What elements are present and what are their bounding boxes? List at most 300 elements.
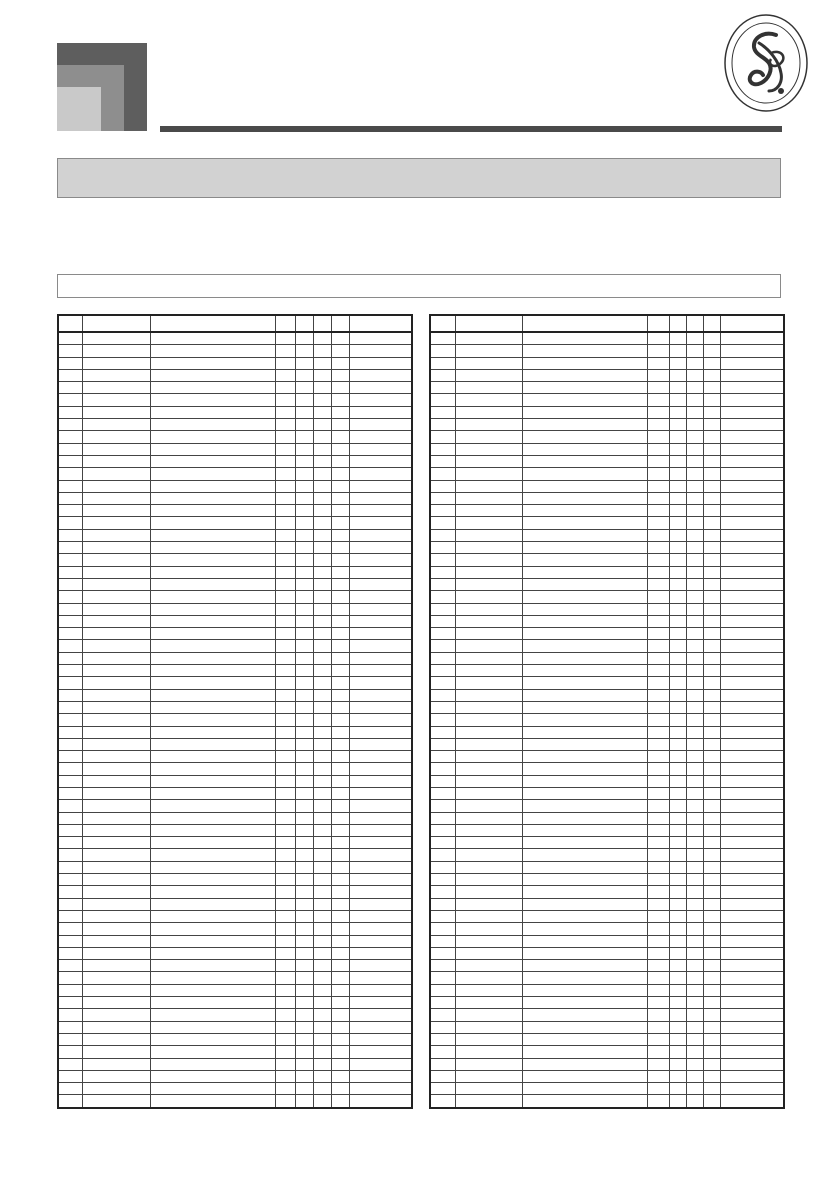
table-cell [295,419,313,431]
table-cell [686,677,703,689]
table-cell [295,701,313,713]
subsection-heading-box [57,274,781,298]
table-cell [430,1070,455,1082]
table-cell [349,701,412,713]
table-cell [82,800,150,812]
table-cell [313,874,331,886]
table-cell [349,1083,412,1095]
table-cell [275,603,295,615]
table-cell [295,972,313,984]
table-cell [82,652,150,664]
table-cell [150,787,275,799]
table-cell [686,874,703,886]
table-cell [686,603,703,615]
table-cell [669,542,686,554]
table-cell [430,923,455,935]
table-cell [82,578,150,590]
table-cell [313,603,331,615]
table-cell [349,1095,412,1108]
table-cell [647,984,669,996]
table-cell [82,332,150,345]
table-cell [703,480,720,492]
table-cell [295,874,313,886]
table-row [58,910,412,922]
table-cell [58,726,82,738]
table-cell [647,591,669,603]
table-cell [703,382,720,394]
table-row [58,972,412,984]
table-cell [647,800,669,812]
table-cell [455,1021,522,1033]
table-cell [349,345,412,357]
table-cell [455,1033,522,1045]
table-cell [522,763,647,775]
table-row [58,1070,412,1082]
column-header [522,315,647,332]
table-cell [58,443,82,455]
table-cell [703,1033,720,1045]
table-cell [150,1095,275,1108]
table-cell [295,357,313,369]
table-cell [349,849,412,861]
table-cell [430,1095,455,1108]
table-cell [349,542,412,554]
table-cell [720,542,784,554]
table-cell [313,1095,331,1108]
table-cell [295,910,313,922]
table-row [430,910,784,922]
table-cell [82,824,150,836]
table-cell [313,652,331,664]
table-row [430,861,784,873]
table-cell [275,714,295,726]
table-cell [275,566,295,578]
table-cell [313,1070,331,1082]
table-cell [295,542,313,554]
table-cell [430,1046,455,1058]
table-cell [703,1058,720,1070]
table-cell [522,615,647,627]
table-cell [331,542,349,554]
table-cell [331,578,349,590]
table-row [430,394,784,406]
table-cell [686,357,703,369]
table-cell [647,886,669,898]
table-cell [275,345,295,357]
table-cell [58,345,82,357]
table-cell [150,369,275,381]
table-cell [669,529,686,541]
table-cell [686,910,703,922]
table-cell [703,345,720,357]
table-cell [430,726,455,738]
table-cell [455,357,522,369]
table-cell [430,677,455,689]
table-cell [150,1033,275,1045]
table-cell [455,714,522,726]
table-cell [58,701,82,713]
table-cell [522,874,647,886]
table-cell [686,591,703,603]
table-row [58,935,412,947]
table-cell [295,837,313,849]
table-cell [720,726,784,738]
table-cell [82,443,150,455]
table-cell [720,960,784,972]
table-row [58,640,412,652]
table-cell [430,812,455,824]
table-row [430,1095,784,1108]
table-cell [331,517,349,529]
table-cell [669,763,686,775]
table-cell [331,382,349,394]
table-cell [295,529,313,541]
table-cell [455,566,522,578]
table-cell [720,898,784,910]
table-cell [430,775,455,787]
table-cell [647,357,669,369]
table-cell [669,419,686,431]
table-cell [275,492,295,504]
table-cell [703,775,720,787]
table-cell [455,431,522,443]
table-cell [82,763,150,775]
table-cell [82,1083,150,1095]
table-cell [686,332,703,345]
table-cell [703,972,720,984]
table-cell [150,517,275,529]
table-cell [313,1083,331,1095]
table-cell [720,615,784,627]
table-cell [331,1095,349,1108]
table-cell [275,529,295,541]
table-cell [720,923,784,935]
table-cell [349,382,412,394]
table-cell [669,665,686,677]
table-cell [58,874,82,886]
table-cell [331,603,349,615]
table-cell [275,517,295,529]
table-cell [430,419,455,431]
table-cell [686,849,703,861]
table-cell [455,369,522,381]
table-cell [58,628,82,640]
table-cell [430,787,455,799]
table-cell [647,824,669,836]
table-cell [82,406,150,418]
table-cell [522,345,647,357]
table-cell [455,615,522,627]
table-cell [647,787,669,799]
table-row [58,345,412,357]
table-cell [349,492,412,504]
table-cell [703,910,720,922]
table-cell [295,923,313,935]
table-cell [522,947,647,959]
table-row [430,1009,784,1021]
table-cell [82,1009,150,1021]
table-cell [703,554,720,566]
table-cell [455,984,522,996]
table-cell [522,591,647,603]
table-cell [331,837,349,849]
table-cell [703,578,720,590]
table-cell [720,652,784,664]
table-cell [82,714,150,726]
table-cell [275,837,295,849]
table-cell [522,898,647,910]
table-cell [82,1046,150,1058]
table-row [58,603,412,615]
table-cell [522,787,647,799]
table-cell [669,566,686,578]
column-header [275,315,295,332]
table-cell [150,935,275,947]
table-cell [150,431,275,443]
table-cell [686,972,703,984]
table-cell [430,849,455,861]
table-cell [522,972,647,984]
table-cell [669,640,686,652]
table-cell [720,628,784,640]
table-cell [686,800,703,812]
table-cell [275,1033,295,1045]
table-cell [295,960,313,972]
table-cell [331,345,349,357]
table-cell [150,578,275,590]
table-cell [349,554,412,566]
table-cell [686,394,703,406]
table-cell [82,529,150,541]
table-cell [313,898,331,910]
table-cell [703,603,720,615]
table-cell [275,923,295,935]
table-cell [669,578,686,590]
table-cell [686,529,703,541]
table-cell [686,1021,703,1033]
table-cell [82,394,150,406]
table-cell [349,419,412,431]
table-cell [720,714,784,726]
table-cell [720,566,784,578]
table-cell [58,517,82,529]
table-cell [349,505,412,517]
table-cell [455,468,522,480]
table-cell [313,517,331,529]
table-cell [58,529,82,541]
table-cell [669,517,686,529]
table-row [430,652,784,664]
table-cell [58,1033,82,1045]
table-cell [703,431,720,443]
table-cell [686,419,703,431]
table-cell [331,984,349,996]
table-cell [669,1009,686,1021]
table-cell [331,443,349,455]
table-cell [669,812,686,824]
table-cell [720,332,784,345]
table-cell [455,443,522,455]
table-cell [686,714,703,726]
table-cell [331,505,349,517]
table-cell [331,775,349,787]
table-cell [82,1070,150,1082]
table-cell [82,874,150,886]
table-cell [58,861,82,873]
table-cell [686,960,703,972]
table-cell [686,1009,703,1021]
table-cell [58,1046,82,1058]
table-cell [455,652,522,664]
table-cell [349,1009,412,1021]
table-cell [82,689,150,701]
table-cell [349,689,412,701]
table-cell [720,517,784,529]
table-cell [522,701,647,713]
table-cell [58,652,82,664]
table-row [58,394,412,406]
table-row [58,947,412,959]
table-row [58,763,412,775]
table-cell [82,960,150,972]
table-cell [150,591,275,603]
table-cell [686,923,703,935]
table-cell [275,1046,295,1058]
table-cell [331,800,349,812]
table-cell [150,566,275,578]
table-cell [669,505,686,517]
table-cell [720,947,784,959]
table-cell [295,492,313,504]
table-cell [720,1070,784,1082]
table-cell [313,849,331,861]
table-cell [686,837,703,849]
table-cell [295,1009,313,1021]
table-cell [647,1033,669,1045]
table-cell [647,345,669,357]
table-row [430,603,784,615]
table-row [58,443,412,455]
table-cell [82,505,150,517]
table-cell [522,677,647,689]
table-cell [58,1095,82,1108]
table-row [58,738,412,750]
table-cell [331,689,349,701]
table-row [58,923,412,935]
table-cell [58,997,82,1009]
table-cell [349,615,412,627]
table-cell [720,1009,784,1021]
table-cell [647,738,669,750]
table-cell [349,861,412,873]
table-cell [349,812,412,824]
table-cell [430,947,455,959]
table-cell [720,910,784,922]
table-row [430,1021,784,1033]
table-cell [703,886,720,898]
table-cell [313,591,331,603]
table-cell [647,1083,669,1095]
table-cell [58,812,82,824]
table-cell [58,431,82,443]
table-cell [455,874,522,886]
table-cell [686,554,703,566]
table-cell [150,628,275,640]
table-cell [669,751,686,763]
table-cell [295,369,313,381]
table-cell [331,701,349,713]
table-cell [275,886,295,898]
table-cell [331,369,349,381]
table-cell [455,554,522,566]
table-cell [349,738,412,750]
table-cell [522,566,647,578]
table-row [58,382,412,394]
column-header [313,315,331,332]
table-cell [455,947,522,959]
table-cell [331,898,349,910]
table-row [430,775,784,787]
table-cell [58,505,82,517]
table-cell [430,369,455,381]
table-cell [686,775,703,787]
table-cell [150,406,275,418]
table-cell [686,935,703,947]
table-cell [647,443,669,455]
table-cell [349,1033,412,1045]
column-header [686,315,703,332]
table-cell [275,689,295,701]
table-cell [430,837,455,849]
table-cell [430,898,455,910]
table-cell [295,812,313,824]
table-cell [522,665,647,677]
table-cell [331,886,349,898]
table-cell [686,898,703,910]
table-row [430,886,784,898]
table-cell [647,369,669,381]
table-cell [669,455,686,467]
table-cell [647,1095,669,1108]
table-cell [275,960,295,972]
table-cell [720,763,784,775]
table-cell [455,603,522,615]
table-cell [82,910,150,922]
table-cell [150,455,275,467]
table-cell [647,1021,669,1033]
table-cell [430,517,455,529]
table-cell [295,554,313,566]
table-cell [295,849,313,861]
table-cell [82,665,150,677]
table-cell [331,677,349,689]
table-cell [669,701,686,713]
table-cell [720,849,784,861]
table-cell [58,369,82,381]
table-row [58,874,412,886]
table-cell [331,394,349,406]
table-cell [430,1009,455,1021]
table-cell [720,345,784,357]
table-row [58,1095,412,1108]
table-cell [331,357,349,369]
table-row [430,701,784,713]
table-cell [150,861,275,873]
table-cell [82,923,150,935]
table-cell [313,775,331,787]
table-cell [150,332,275,345]
table-cell [349,431,412,443]
